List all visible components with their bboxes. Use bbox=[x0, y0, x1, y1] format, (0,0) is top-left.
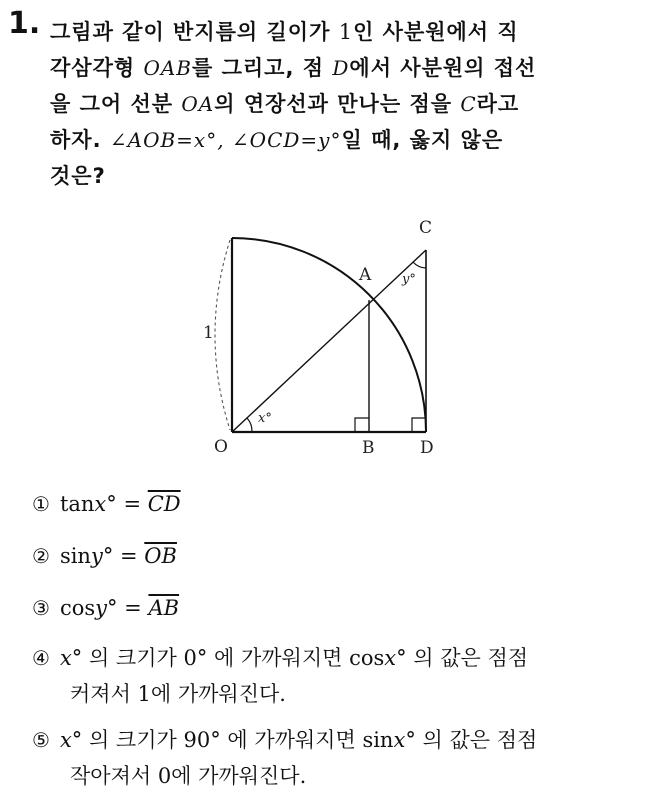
choice-text: 의 크기가 bbox=[82, 728, 184, 752]
variable: x bbox=[94, 492, 107, 516]
variable: x bbox=[384, 646, 397, 670]
choice-4[interactable] bbox=[32, 640, 642, 712]
trig-function: sin bbox=[362, 728, 394, 752]
choice-5[interactable] bbox=[32, 722, 642, 794]
choice-text: 의 크기가 bbox=[82, 646, 184, 670]
label-C: C bbox=[419, 218, 433, 238]
stem-math: D bbox=[332, 56, 350, 80]
choice-marker: ② bbox=[32, 544, 50, 568]
stem-math: OA bbox=[181, 92, 215, 116]
label-B: B bbox=[362, 438, 375, 458]
stem-text: 일 때, 옳지 않은 bbox=[341, 128, 504, 152]
angle-arc-y bbox=[413, 262, 426, 268]
stem-text: 각삼각형 bbox=[50, 56, 144, 80]
quarter-arc bbox=[232, 238, 426, 432]
variable: y bbox=[95, 596, 107, 620]
stem-text: 을 그어 선분 bbox=[50, 92, 182, 116]
segment-OC bbox=[232, 250, 426, 432]
stem-text: 인 사분원에서 직 bbox=[353, 20, 519, 44]
segment: $\overline{OB}$ bbox=[144, 544, 177, 568]
stem-line-3 bbox=[50, 86, 640, 122]
question-number: 1. bbox=[8, 6, 41, 41]
choice-marker: ⑤ bbox=[32, 728, 50, 752]
stem-text: 의 연장선과 만나는 점을 bbox=[214, 92, 461, 116]
label-y-angle: y° bbox=[402, 272, 416, 287]
variable: x bbox=[393, 728, 406, 752]
stem-math: C bbox=[460, 92, 477, 116]
label-O: O bbox=[214, 437, 228, 457]
choice-text: ° 에 가까워지면 bbox=[210, 728, 363, 752]
equals: = bbox=[116, 492, 148, 516]
degree-symbol: ° bbox=[71, 728, 83, 752]
quarter-circle-figure bbox=[190, 210, 470, 470]
choice-number: 90 bbox=[183, 728, 211, 752]
choice-text-line2: 커져서 1에 가까워진다. bbox=[70, 682, 286, 706]
variable: x bbox=[59, 646, 72, 670]
segment: $\overline{CD}$ bbox=[147, 492, 181, 516]
trig-function: sin bbox=[59, 544, 91, 568]
choice-marker: ① bbox=[32, 492, 50, 516]
stem-line-1 bbox=[50, 14, 640, 50]
stem-text: 하자. bbox=[50, 128, 110, 152]
label-A: A bbox=[359, 265, 372, 285]
choice-number: 0 bbox=[183, 646, 197, 670]
trig-function: tan bbox=[59, 492, 95, 516]
equals: = bbox=[113, 544, 145, 568]
degree-symbol: ° bbox=[107, 596, 118, 620]
choice-2[interactable] bbox=[32, 538, 642, 574]
equals: = bbox=[117, 596, 149, 620]
degree-symbol: ° bbox=[102, 544, 114, 568]
segment: $\overline{AB}$ bbox=[148, 596, 180, 620]
choice-1[interactable] bbox=[32, 486, 642, 522]
stem-text: 에서 사분원의 접선 bbox=[349, 56, 537, 80]
stem-math: OAB bbox=[143, 56, 193, 80]
trig-function: cos bbox=[349, 646, 385, 670]
variable: x bbox=[59, 728, 72, 752]
choice-text: ° 의 값은 점점 bbox=[396, 646, 529, 670]
choice-text-line2: 작아져서 0에 가까워진다. bbox=[70, 764, 307, 788]
trig-function: cos bbox=[59, 596, 96, 620]
stem-text: 를 그리고, 점 bbox=[192, 56, 333, 80]
stem-line-2 bbox=[50, 50, 640, 86]
variable: y bbox=[90, 544, 103, 568]
stem-line-4 bbox=[50, 122, 640, 158]
choice-marker: ③ bbox=[32, 596, 50, 620]
stem-number: 1 bbox=[338, 20, 354, 44]
angle-arc-x bbox=[247, 418, 252, 432]
stem-text: 라고 bbox=[476, 92, 520, 116]
question-stem bbox=[50, 14, 640, 194]
label-one: 1 bbox=[203, 323, 214, 343]
choice-text: ° 의 값은 점점 bbox=[405, 728, 538, 752]
stem-math: ∠AOB=x°, ∠OCD=y° bbox=[109, 128, 342, 152]
radius-dashed-brace bbox=[215, 240, 230, 430]
label-x-angle: x° bbox=[258, 411, 272, 426]
stem-line-5 bbox=[50, 158, 640, 194]
stem-text: 그림과 같이 반지름의 길이가 bbox=[50, 20, 339, 44]
stem-text: 것은? bbox=[50, 164, 106, 188]
choice-text: ° 에 가까워지면 bbox=[196, 646, 350, 670]
right-angle-mark-B bbox=[355, 418, 369, 432]
choice-marker: ④ bbox=[32, 646, 50, 670]
choice-3[interactable] bbox=[32, 590, 642, 626]
right-angle-mark-D bbox=[412, 418, 426, 432]
degree-symbol: ° bbox=[71, 646, 83, 670]
label-D: D bbox=[420, 438, 434, 458]
degree-symbol: ° bbox=[106, 492, 117, 516]
